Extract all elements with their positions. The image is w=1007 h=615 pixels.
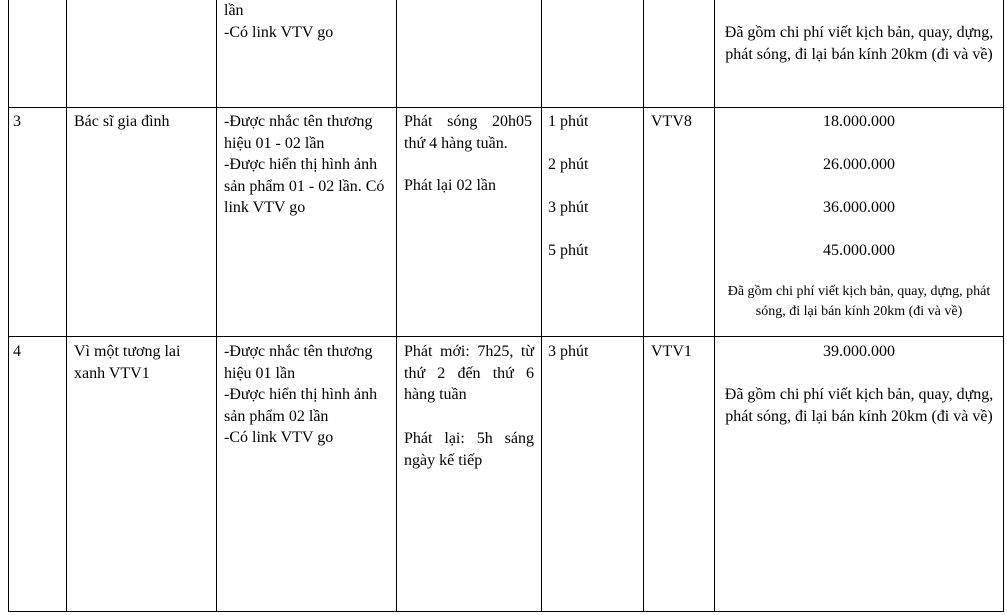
table-border — [1003, 0, 1004, 612]
row4-schedule-2: Phát lại: 5h sáng ngày kế tiếp — [404, 430, 534, 469]
table-border — [541, 0, 542, 612]
row4-schedule-1: Phát mới: 7h25, từ thứ 2 đến thứ 6 hàng tuần — [404, 343, 534, 403]
row3-price: 26.000.000 — [823, 156, 895, 173]
row3-price: 36.000.000 — [823, 199, 895, 216]
row3-schedule-1: Phát sóng 20h05 thứ 4 hàng tuần. — [404, 113, 532, 152]
row4-channel: VTV1 — [651, 343, 692, 360]
row3-price-note: Đã gồm chi phí viết kịch bản, quay, dựng, phát sóng, đi lại bán kính 20km (đi và về) — [727, 284, 991, 319]
row3-duration: 2 phút — [548, 156, 589, 173]
row4-duration: 3 phút — [548, 343, 589, 360]
row3-price: 45.000.000 — [823, 242, 895, 259]
row4-content: -Được nhắc tên thương hiệu 01 lần -Được hiển thị hình ảnh sản phẩm 02 lần -Có link VTV go — [224, 343, 378, 446]
prev-row-price-note: Đã gồm chi phí viết kịch bản, quay, dựng, phát sóng, đi lại bán kính 20km (đi và về) — [724, 24, 994, 63]
row3-program: Bác sĩ gia đình — [74, 113, 170, 130]
table-border — [8, 107, 1004, 108]
table-border — [8, 611, 1004, 612]
row3-stt: 3 — [13, 113, 21, 130]
table-border — [643, 0, 644, 612]
table-border — [396, 0, 397, 612]
row3-price: 18.000.000 — [823, 113, 895, 130]
row3-duration: 3 phút — [548, 199, 589, 216]
row3-schedule-2: Phát lại 02 lần — [404, 177, 496, 194]
row3-content: -Được nhắc tên thương hiệu 01 - 02 lần -Được hiển thị hình ảnh sản phẩm 01 - 02 lần. Có link VTV go — [224, 113, 385, 216]
table-border — [8, 336, 1004, 337]
prev-row-content: lần -Có link VTV go — [224, 2, 334, 41]
row4-price-note: Đã gồm chi phí viết kịch bản, quay, dựng, phát sóng, đi lại bán kính 20km (đi và về) — [724, 386, 994, 425]
row4-stt: 4 — [13, 343, 21, 360]
row3-duration: 5 phút — [548, 242, 589, 259]
table-border — [714, 0, 715, 612]
table-border — [8, 0, 9, 612]
row4-price: 39.000.000 — [823, 343, 895, 360]
row3-channel: VTV8 — [651, 113, 692, 130]
row3-duration: 1 phút — [548, 113, 589, 130]
row4-program: Vì một tương lai xanh VTV1 — [74, 343, 181, 382]
table-border — [216, 0, 217, 612]
table-border — [66, 0, 67, 612]
